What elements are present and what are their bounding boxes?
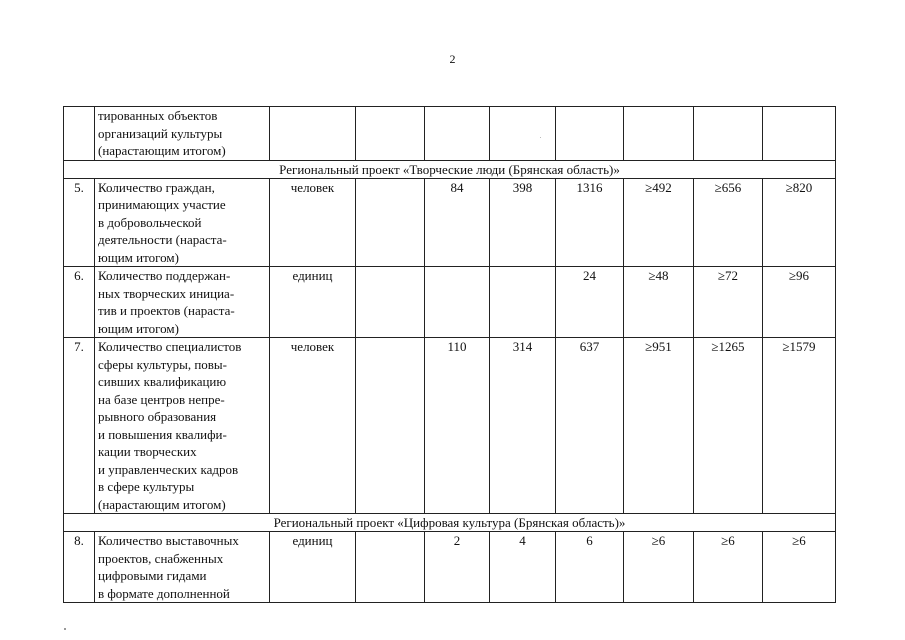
indicator-name-line: деятельности (нараста-: [98, 232, 227, 247]
indicator-name-line: рывного образования: [98, 409, 217, 424]
value-cell: [356, 338, 425, 514]
section-header-row: [64, 514, 836, 532]
indicator-name-line: Количество граждан,: [98, 179, 215, 195]
value-cell: ≥492: [624, 178, 694, 267]
indicator-name: [95, 267, 270, 338]
value-cell: [490, 107, 556, 161]
indicator-name-line: проектов, снабженных: [98, 550, 224, 566]
value-cell: [356, 107, 425, 161]
value-cell: ≥96: [763, 267, 836, 338]
section-title: Региональный проект «Творческие люди (Брянская область)»: [64, 160, 836, 178]
indicator-name: [95, 338, 270, 514]
value-cell: [694, 107, 763, 161]
value-cell: [763, 107, 836, 161]
value-cell: [624, 107, 694, 161]
table-body: [64, 107, 836, 603]
row-number: 8.: [64, 532, 95, 603]
value-cell: [356, 532, 425, 603]
value-cell: [556, 107, 624, 161]
unit-cell: единиц: [270, 267, 356, 338]
indicator-name-line: ющим итогом): [98, 320, 179, 336]
value-cell: 398: [490, 178, 556, 267]
value-cell: ≥951: [624, 338, 694, 514]
indicator-name-line: в сфере культуры: [98, 479, 195, 494]
indicator-name-line: Количество выставочных: [98, 533, 239, 548]
value-cell: 314: [490, 338, 556, 514]
indicator-name-line: и управленческих кадров: [98, 461, 239, 477]
value-cell: 1316: [556, 178, 624, 267]
indicator-name-line: кации творческих: [98, 444, 197, 459]
indicator-name-line: (нарастающим итогом): [98, 496, 226, 512]
value-cell: 24: [556, 267, 624, 338]
indicators-table: [63, 106, 836, 603]
indicator-name-line: Количество специалистов: [98, 339, 242, 354]
value-cell: [425, 107, 490, 161]
indicator-name: [95, 532, 270, 603]
table-row: [64, 178, 836, 267]
value-cell: [425, 267, 490, 338]
unit-cell: человек: [270, 178, 356, 267]
page-number: 2: [449, 52, 456, 66]
value-cell: ≥1265: [694, 338, 763, 514]
indicator-name-line: на базе центров непре-: [98, 391, 225, 407]
indicator-name-line: сферы культуры, повы-: [98, 356, 227, 372]
unit-cell: [270, 107, 356, 161]
value-cell: ≥72: [694, 267, 763, 338]
indicator-name-line: сивших квалификацию: [98, 374, 227, 389]
value-cell: 2: [425, 532, 490, 603]
unit-cell: единиц: [270, 532, 356, 603]
scan-mark: [64, 628, 66, 630]
indicator-name-line: (нарастающим итогом): [98, 143, 226, 158]
row-number: 5.: [64, 178, 95, 267]
row-number: 6.: [64, 267, 95, 338]
indicator-name-line: Количество поддержан-: [98, 268, 231, 283]
section-header-row: [64, 160, 836, 178]
table-row: [64, 532, 836, 603]
indicator-name-line: и повышения квалифи-: [98, 426, 227, 442]
value-cell: 6: [556, 532, 624, 603]
indicator-name-line: принимающих участие: [98, 197, 226, 212]
unit-cell: человек: [270, 338, 356, 514]
indicator-name-line: ных творческих инициа-: [98, 285, 235, 301]
indicator-name-line: в формате дополненной: [98, 585, 230, 601]
value-cell: ≥820: [763, 178, 836, 267]
scan-speck: [540, 137, 541, 138]
indicator-name: [95, 107, 270, 161]
indicator-name-line: тированных объектов: [98, 108, 218, 123]
value-cell: ≥6: [694, 532, 763, 603]
section-title: Региональный проект «Цифровая культура (Брянская область)»: [64, 514, 836, 532]
indicator-name-line: в добровольческой: [98, 214, 202, 230]
indicator-name: [95, 178, 270, 267]
value-cell: 637: [556, 338, 624, 514]
value-cell: ≥656: [694, 178, 763, 267]
value-cell: ≥48: [624, 267, 694, 338]
value-cell: ≥1579: [763, 338, 836, 514]
value-cell: 4: [490, 532, 556, 603]
value-cell: ≥6: [624, 532, 694, 603]
value-cell: [356, 267, 425, 338]
table-row: [64, 107, 836, 161]
indicator-name-line: тив и проектов (нараста-: [98, 303, 235, 318]
value-cell: [490, 267, 556, 338]
row-number: 7.: [64, 338, 95, 514]
indicator-name-line: организаций культуры: [98, 125, 223, 141]
value-cell: [356, 178, 425, 267]
row-number: [64, 107, 95, 161]
indicator-name-line: ющим итогом): [98, 249, 179, 265]
table-row: [64, 267, 836, 338]
value-cell: 110: [425, 338, 490, 514]
table-row: [64, 338, 836, 514]
indicator-name-line: цифровыми гидами: [98, 568, 207, 583]
value-cell: ≥6: [763, 532, 836, 603]
value-cell: 84: [425, 178, 490, 267]
